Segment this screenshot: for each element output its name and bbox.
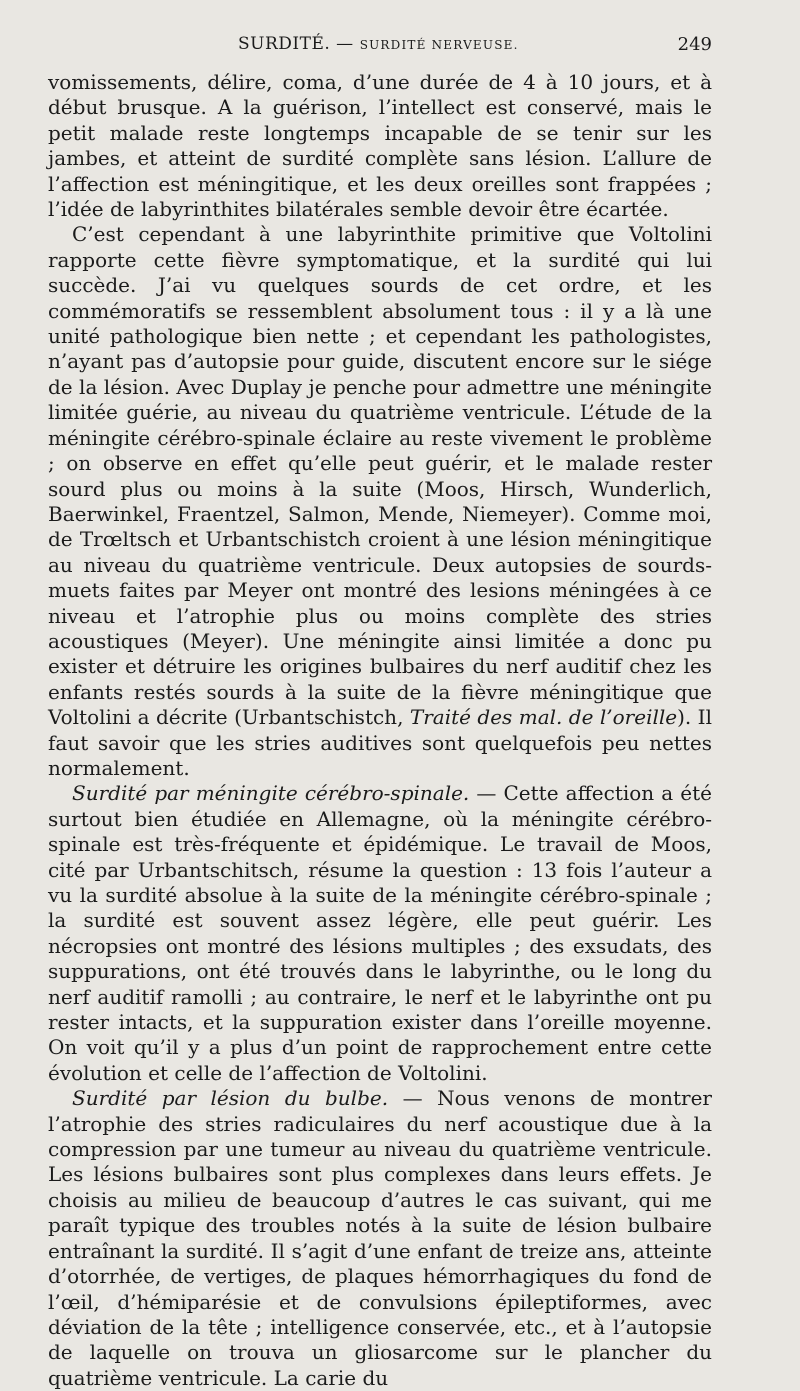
paragraph-2-citation: Traité des mal. de l’oreille: [409, 705, 678, 730]
header-title: [238, 34, 519, 54]
paragraph-2: [48, 222, 712, 781]
page-number: 249: [677, 34, 712, 55]
paragraph-2-text: C’est cependant à une labyrinthite primitive que Voltolini rapporte cette fièvre symptomatique, et la surdité qui lui succède. J’ai vu quelques sourds de cet ordre, et les commémoratifs se ressemblent absolument tous : il y a là une unité pathologique bien nette ; et cependant les pathologistes, n’ayant pas d’autopsie pour guide, discutent encore sur le siége de la lésion. Avec Duplay je penche pour admettre une méningite limitée guérie, au niveau du quatrième ventricule. L’étude de la méningite cérébro-spinale éclaire au reste vivement le problème ; on observe en effet qu’elle peut guérir, et le malade rester sourd plus ou moins à la suite (Moos, Hirsch, Wunderlich, Baerwinkel, Fraentzel, Salmon, Mende, Niemeyer). Comme moi, de Trœltsch et Urbantschistch croient à une lésion méningitique au niveau du quatrième ventricule. Deux autopsies de sourds-muets faites par Meyer ont montré des lesions méningées à ce niveau et l’atrophie plus ou moins complète des stries acoustiques (Meyer). Une méningite ainsi limitée a donc pu exister et détruire les origines bulbaires du nerf auditif chez les enfants restés sourds à la suite de la fièvre méningitique que Voltolini a décrite (Urbantschistch,: [48, 222, 712, 730]
section-heading-bulbe: Surdité par lésion du bulbe.: [72, 1086, 389, 1111]
paragraph-4-text: — Nous venons de montrer l’atrophie des stries radiculaires du nerf acoustique due à la compression par une tumeur au niveau du quatrième ventricule. Les lésions bulbaires sont plus complexes dans leurs effets. Je choisis au milieu de beaucoup d’autres le cas suivant, qui me paraît typique des troubles notés à la suite de lésion bulbaire entraînant la surdité. Il s’agit d’une enfant de treize ans, atteinte d’otorrhée, de vertiges, de plaques hémorrhagiques du fond de l’œil, d’hémiparésie et de convulsions épileptiformes, avec déviation de la tête ; intelligence conservée, etc., et à l’autopsie de laquelle on trouva un gliosarcome sur le plancher du quatrième ventricule. La carie du: [48, 1086, 712, 1390]
header-title-text: SURDITÉ. —: [238, 34, 354, 54]
section-heading-meningite: Surdité par méningite cérébro-spinale.: [72, 781, 470, 806]
paragraph-2-end: ). Il faut savoir que les stries auditives sont quelquefois peu nettes normalement.: [48, 705, 712, 780]
paragraph-4: [48, 1086, 712, 1391]
paragraph-1: vomissements, délire, coma, d’une durée de 4 à 10 jours, et à début brusque. A la guérison, l’intellect est conservé, mais le petit malade reste longtemps incapable de se tenir sur les jambes, et atteint de surdité complète sans lésion. L’allure de l’affection est méningitique, et les deux oreilles sont frappées ; l’idée de labyrinthites bilatérales semble devoir être écartée.: [48, 70, 712, 222]
body-text: [48, 70, 712, 1391]
paragraph-3: [48, 781, 712, 1086]
running-header: [48, 34, 712, 60]
paragraph-3-text: — Cette affection a été surtout bien étudiée en Allemagne, où la méningite cérébro-spinale est très-fréquente et épidémique. Le travail de Moos, cité par Urbantschitsch, résume la question : 13 fois l’auteur a vu la surdité absolue à la suite de la méningite cérébro-spinale ; la surdité est souvent assez légère, elle peut guérir. Les nécropsies ont montré des lésions multiples ; des exsudats, des suppurations, ont été trouvés dans le labyrinthe, ou le long du nerf auditif ramolli ; au contraire, le nerf et le labyrinthe ont pu rester intacts, et la suppuration exister dans l’oreille moyenne. On voit qu’il y a plus d’un point de rapprochement entre cette évolution et celle de l’affection de Voltolini.: [48, 781, 713, 1085]
header-subtitle: SURDITÉ NERVEUSE.: [359, 38, 519, 52]
